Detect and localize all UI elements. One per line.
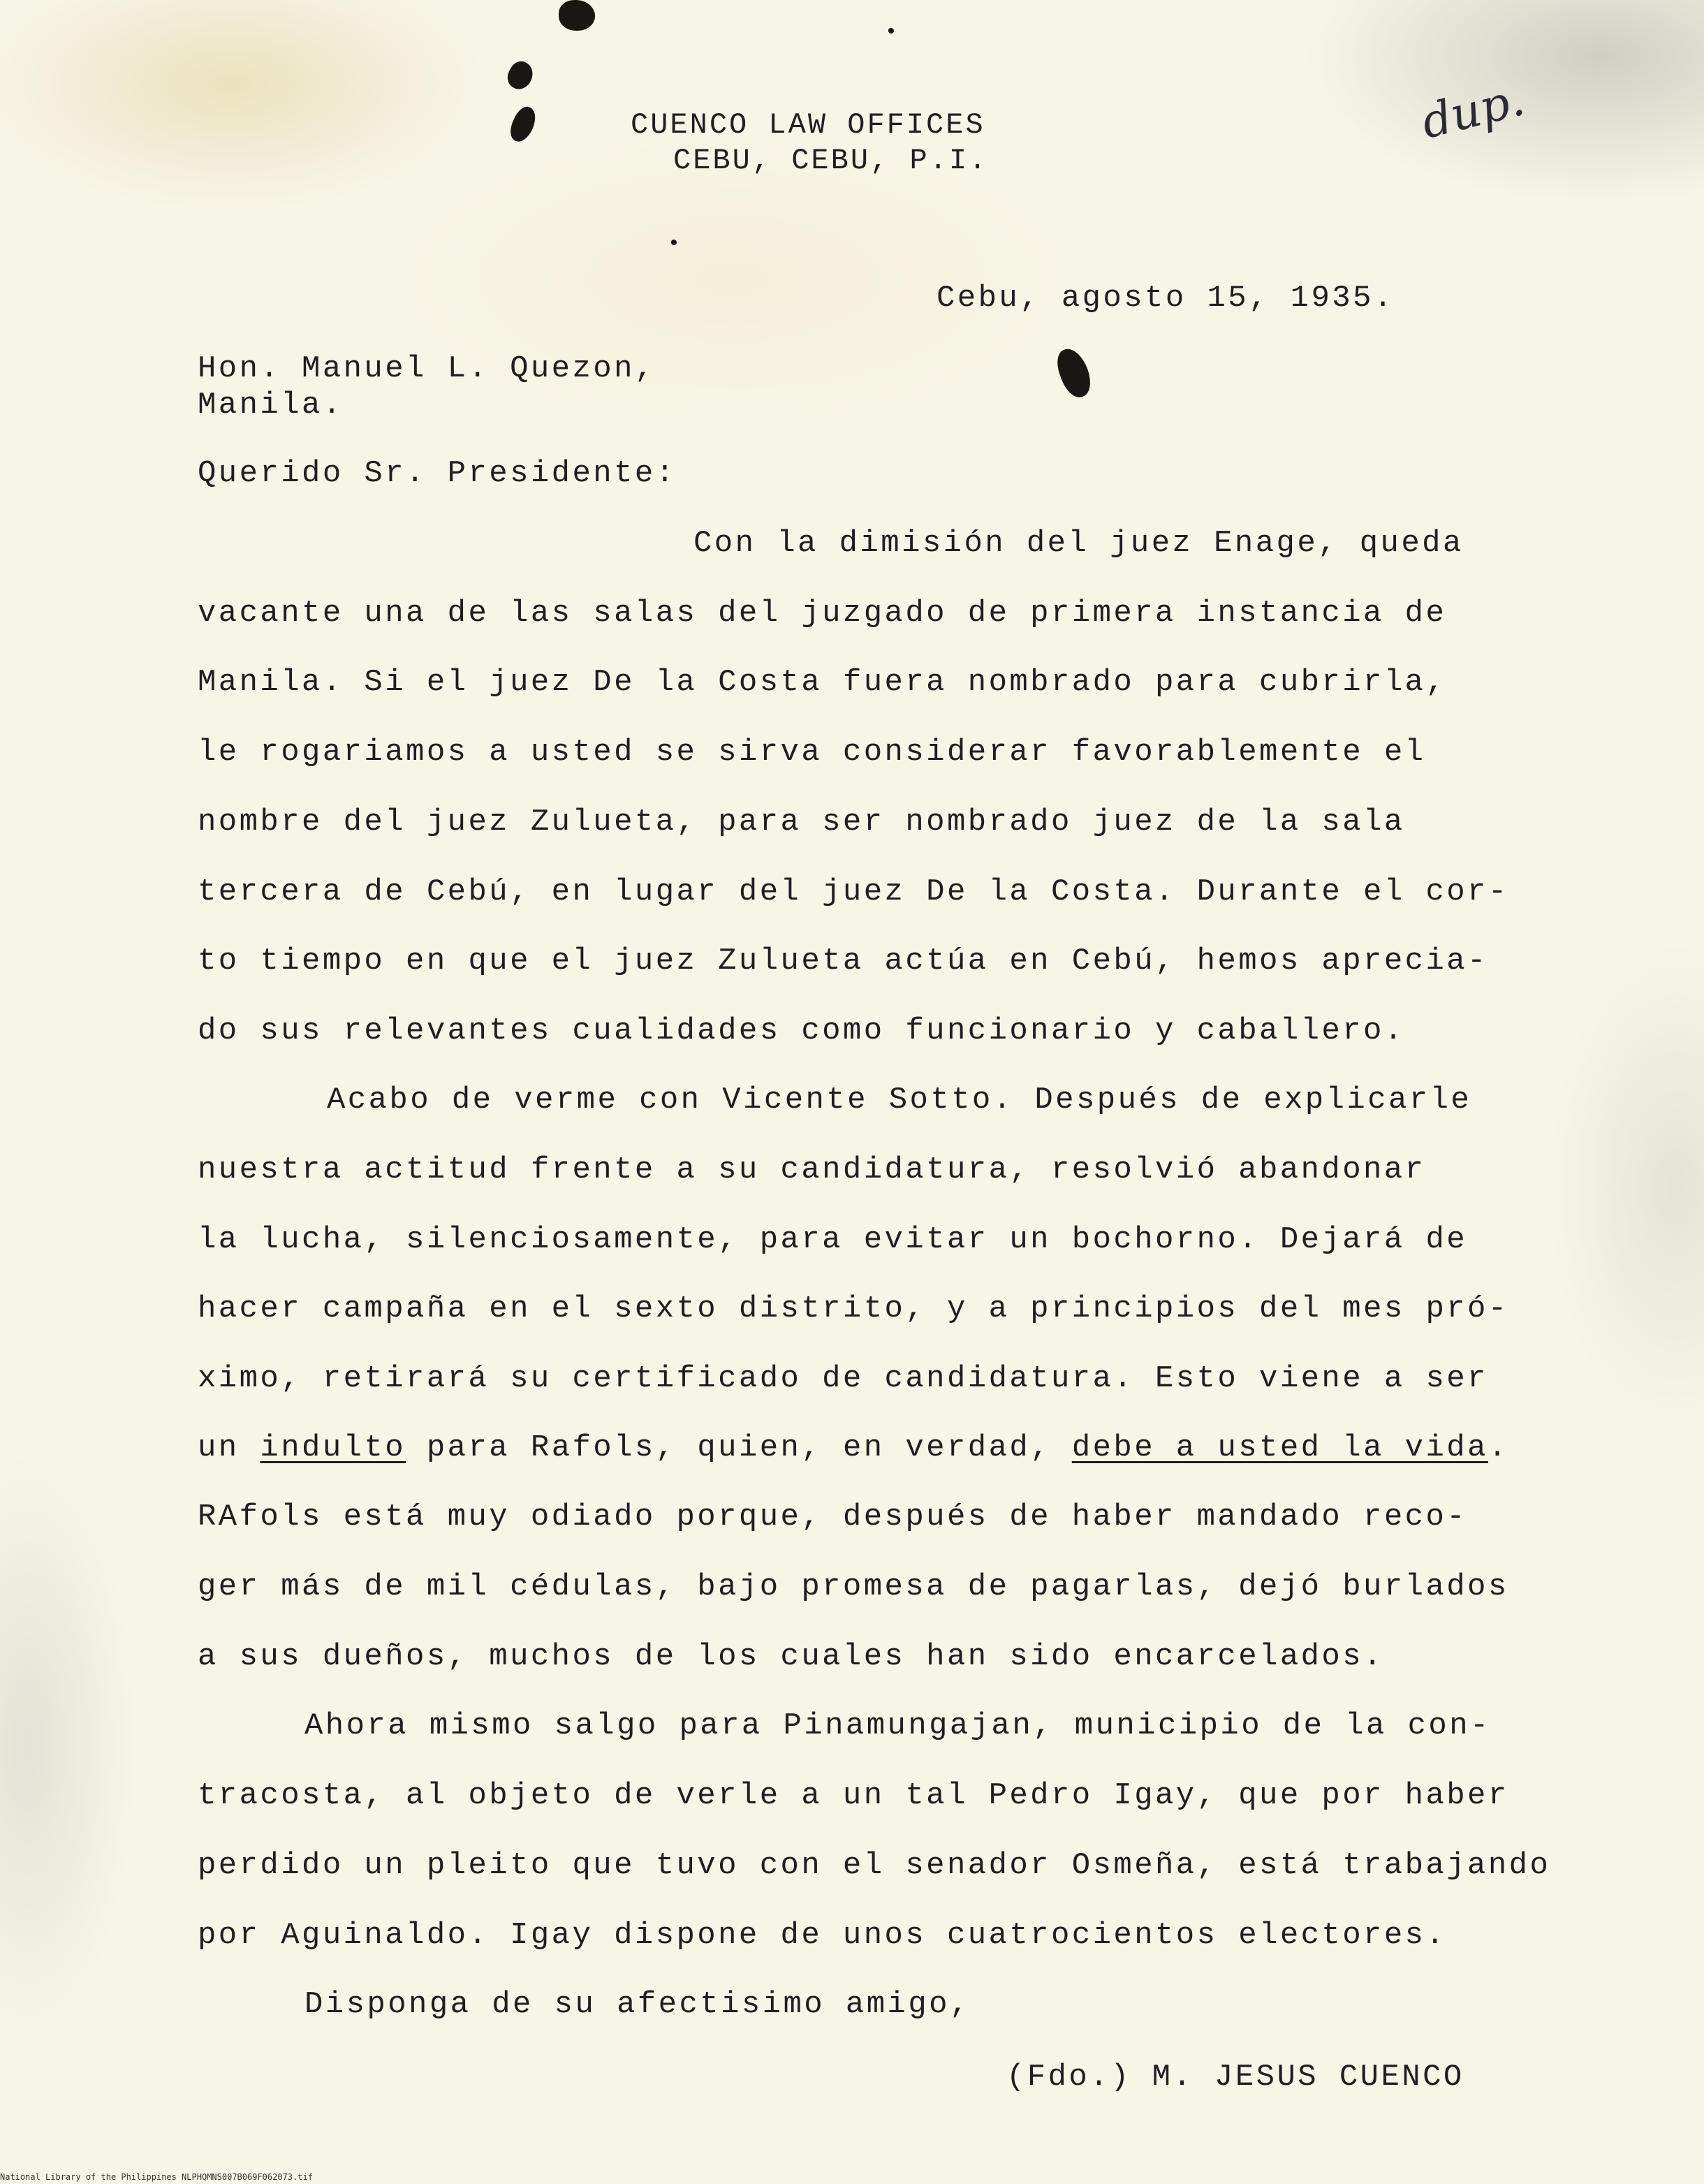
paragraph2-line: la lucha, silenciosamente, para evitar un bochorno. Dejará de [198,1222,1468,1257]
underlined-debe-vida: debe a usted la vida [1071,1430,1488,1465]
text-run: . [1488,1430,1509,1465]
archive-footer: National Library of the Philippines NLPHQMNS007B069F062073.tif [0,2172,313,2182]
underlined-indulto: indulto [260,1430,406,1465]
addressee-name: Hon. Manuel L. Quezon, [198,351,656,386]
paragraph1-line: Con la dimisión del juez Enage, queda [693,526,1464,561]
paragraph2-line: RAfols está muy odiado porque, después de haber mandado reco- [198,1500,1468,1534]
signature: (Fdo.) M. JESUS CUENCO [1006,2060,1464,2095]
text-run: para Rafols, quien, en verdad, [406,1430,1072,1465]
letterhead-location: CEBU, CEBU, P.I. [673,144,989,177]
paragraph1-line: le rogariamos a usted se sirva considerar favorablemente el [198,735,1426,770]
paragraph2-line: a sus dueños, muchos de los cuales han sido encarcelados. [198,1639,1384,1674]
paragraph2-line: hacer campaña en el sexto distrito, y a principios del mes pró- [198,1291,1509,1326]
ink-spot [1052,344,1096,401]
paragraph2-line: ger más de mil cédulas, bajo promesa de pagarlas, dejó burlados [198,1569,1509,1604]
paragraph1-line: Manila. Si el juez De la Costa fuera nombrado para cubrirla, [198,665,1447,700]
closing: Disponga de su afectisimo amigo, [304,1987,971,2022]
letter-date: Cebu, agosto 15, 1935. [937,281,1395,316]
ink-spot [506,103,540,145]
paragraph3-line: perdido un pleito que tuvo con el senador Osmeña, está trabajando [198,1848,1551,1883]
paragraph2-line: ximo, retirará su certificado de candidatura. Esto viene a ser [198,1361,1488,1396]
paragraph2-line [198,1432,1509,1463]
salutation: Querido Sr. Presidente: [198,456,677,491]
text-run: un [198,1430,260,1465]
paragraph1-line: vacante una de las salas del juzgado de primera instancia de [198,596,1447,631]
paragraph3-line: por Aguinaldo. Igay dispone de unos cuatrocientos electores. [198,1918,1447,1953]
ink-spot [559,0,595,31]
ink-spot [503,57,537,94]
paragraph3-line: Ahora mismo salgo para Pinamungajan, municipio de la con- [304,1708,1491,1743]
letterhead-name: CUENCO LAW OFFICES [631,108,985,142]
paragraph3-line: tracosta, al objeto de verle a un tal Pedro Igay, que por haber [198,1778,1509,1813]
paragraph2-line: Acabo de verme con Vicente Sotto. Después de explicarle [327,1083,1472,1117]
paragraph1-line: tercera de Cebú, en lugar del juez De la Costa. Durante el cor- [198,874,1509,909]
ink-spot [888,28,894,34]
paragraph1-line: do sus relevantes cualidades como funcionario y caballero. [198,1013,1405,1048]
paragraph2-line: nuestra actitud frente a su candidatura, resolvió abandonar [198,1152,1426,1187]
handwritten-note: dup. [1416,72,1530,149]
paragraph1-line: nombre del juez Zulueta, para ser nombrado juez de la sala [198,805,1405,840]
ink-spot [671,240,677,245]
addressee-city: Manila. [198,388,344,423]
paragraph1-line: to tiempo en que el juez Zulueta actúa en Cebú, hemos aprecia- [198,944,1488,979]
